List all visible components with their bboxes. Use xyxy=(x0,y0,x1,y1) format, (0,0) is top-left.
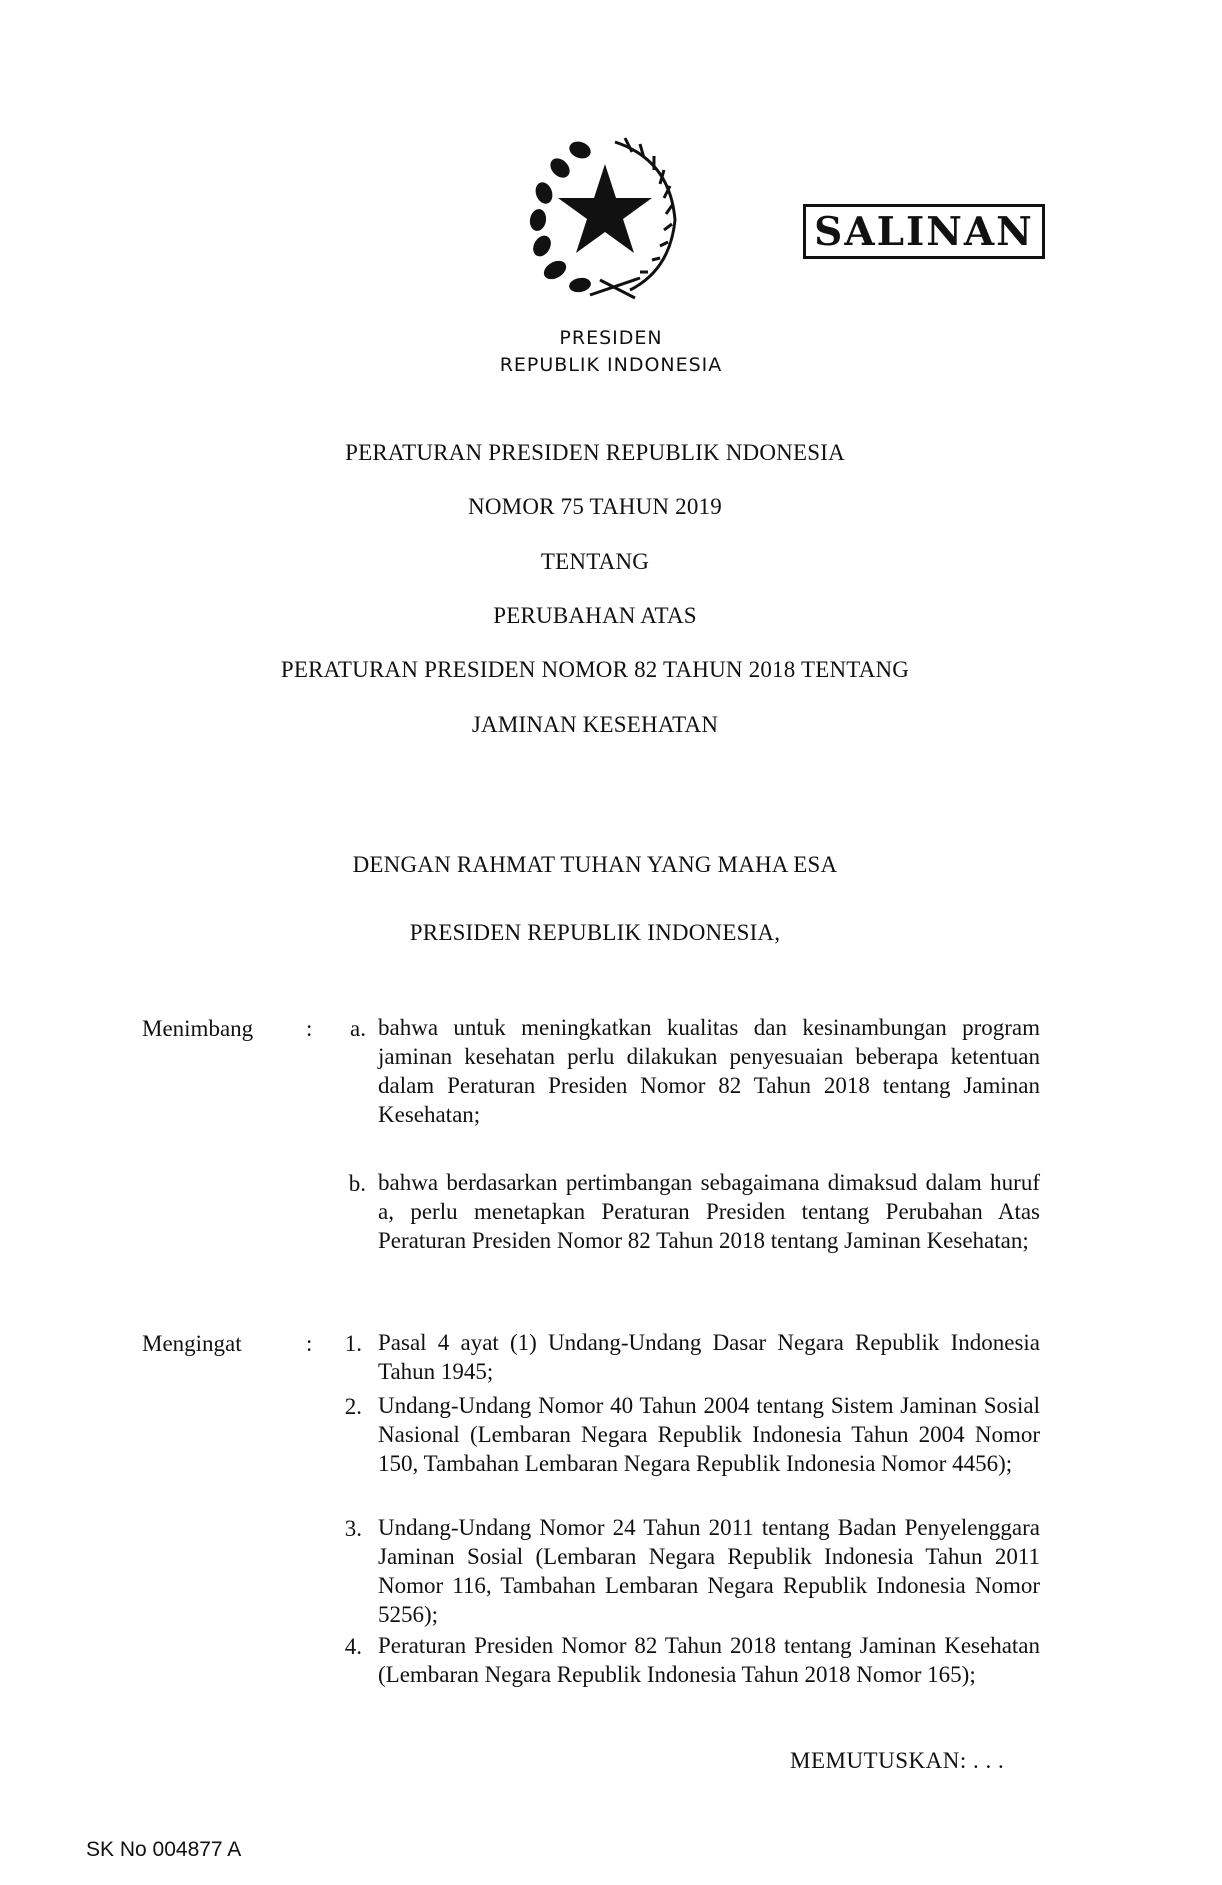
garuda-star-emblem xyxy=(520,130,690,305)
regulation-title: PERATURAN PRESIDEN REPUBLIK NDONESIA xyxy=(345,440,845,465)
mengingat-label: Mengingat xyxy=(142,1331,242,1356)
title-tentang: TENTANG xyxy=(540,549,650,574)
footer-sk-number: SK No 004877 A xyxy=(86,1838,242,1861)
menimbang-label: Menimbang xyxy=(142,1016,254,1041)
title-subject: JAMINAN KESEHATAN xyxy=(471,712,719,737)
menimbang-item-b: bahwa berdasarkan pertimbangan sebagaimana dimaksud dalam huruf a, perlu menetapkan Peraturan Presiden tentang Perubahan Atas Peraturan Presiden Nomor 82 Tahun 2018 tentang Jaminan Kesehatan; xyxy=(378,1170,1040,1253)
preamble-dengan-rahmat: DENGAN RAHMAT TUHAN YANG MAHA ESA xyxy=(352,852,838,877)
menimbang-item-a: bahwa untuk meningkatkan kualitas dan kesinambungan program jaminan kesehatan perlu dilakukan penyesuaian beberapa ketentuan dalam Peraturan Presiden Nomor 82 Tahun 2018 tentang Jaminan Kesehatan; xyxy=(378,1015,1040,1127)
issuer-line-presiden: PRESIDEN xyxy=(559,327,663,349)
page-continuation: MEMUTUSKAN: . . . xyxy=(790,1748,1005,1773)
mengingat-marker-4: 4. xyxy=(344,1634,362,1659)
menimbang-colon: : xyxy=(306,1016,313,1041)
mengingat-item-1: Pasal 4 ayat (1) Undang-Undang Dasar Negara Republik Indonesia Tahun 1945; xyxy=(378,1330,1040,1384)
title-perubahan: PERUBAHAN ATAS xyxy=(493,603,697,628)
mengingat-item-3: Undang-Undang Nomor 24 Tahun 2011 tentang Badan Penyelenggara Jaminan Sosial (Lembaran Negara Republik Indonesia Tahun 2011 Nomor 116, Tambahan Lembaran Negara Republik Indonesia Nomor 5256); xyxy=(378,1515,1040,1627)
salinan-stamp: SALINAN xyxy=(803,204,1045,259)
preamble-presiden: PRESIDEN REPUBLIK INDONESIA, xyxy=(409,920,781,945)
mengingat-marker-2: 2. xyxy=(344,1394,362,1419)
issuer-line-republik: REPUBLIK INDONESIA xyxy=(499,354,723,376)
mengingat-marker-3: 3. xyxy=(344,1516,362,1541)
mengingat-marker-1: 1. xyxy=(344,1331,362,1356)
mengingat-item-4: Peraturan Presiden Nomor 82 Tahun 2018 tentang Jaminan Kesehatan (Lembaran Negara Republik Indonesia Tahun 2018 Nomor 165); xyxy=(378,1633,1040,1687)
regulation-number: NOMOR 75 TAHUN 2019 xyxy=(468,494,722,519)
title-amended-regulation: PERATURAN PRESIDEN NOMOR 82 TAHUN 2018 TENTANG xyxy=(280,657,910,682)
menimbang-marker-b: b. xyxy=(348,1171,366,1196)
mengingat-colon: : xyxy=(306,1331,313,1356)
menimbang-marker-a: a. xyxy=(350,1016,366,1041)
mengingat-item-2: Undang-Undang Nomor 40 Tahun 2004 tentang Sistem Jaminan Sosial Nasional (Lembaran Negara Republik Indonesia Tahun 2004 Nomor 150, Tambahan Lembaran Negara Republik Indonesia Nomor 4456); xyxy=(378,1393,1040,1476)
